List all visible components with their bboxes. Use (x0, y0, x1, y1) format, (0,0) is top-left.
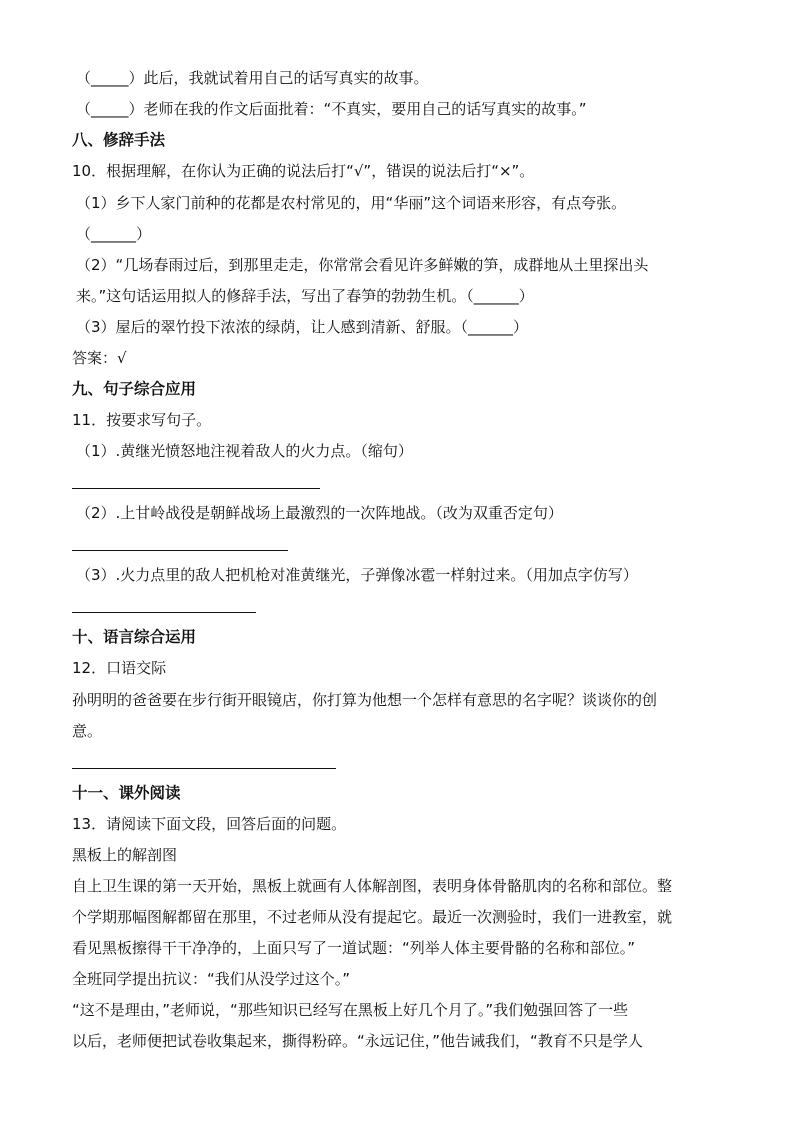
question-11-item-3: （3）.火力点里的敌人把机枪对准黄继光，子弹像冰雹一样射过来。（用加点字仿写） (76, 566, 638, 584)
question-13-stem: 13．请阅读下面文段，回答后面的问题。 (72, 815, 347, 833)
question-10-item-2: （2）“几场春雨过后，到那里走走，你常常会看见许多鲜嫩的笋，成群地从土里探出头 (76, 256, 649, 274)
section-heading-11: 十一、课外阅读 (72, 784, 181, 802)
section-heading-10: 十、语言综合运用 (72, 628, 197, 646)
option-line-1: （_____）此后，我就试着用自己的话写真实的故事。 (76, 69, 429, 87)
option-line-2: （_____）老师在我的作文后面批着：“不真实，要用自己的话写真实的故事。” (76, 100, 587, 118)
passage-line-2: 个学期那幅图解都留在那里，不过老师从没有提起它。最近一次测验时，我们一进教室，就 (72, 908, 673, 926)
answer-rule-1[interactable] (72, 488, 320, 489)
question-10-item-1: （1）乡下人家门前种的花都是农村常见的，用“华丽”这个词语来形容，有点夸张。 (76, 194, 627, 212)
question-12-stem: 12．口语交际 (72, 659, 167, 677)
answer-line: 答案：√ (72, 349, 127, 367)
question-11-item-1: （1）.黄继光愤怒地注视着敌人的火力点。（缩句） (76, 442, 413, 460)
answer-rule-4[interactable] (72, 768, 336, 769)
question-11-item-2: （2）.上甘岭战役是朝鲜战场上最激烈的一次阵地战。（改为双重否定句） (76, 504, 563, 522)
section-heading-8: 八、修辞手法 (72, 131, 166, 149)
passage-line-5: “这不是理由，”老师说，“那些知识已经写在黑板上好几个月了。”我们勉强回答了一些 (72, 1001, 629, 1019)
answer-rule-3[interactable] (72, 612, 256, 613)
answer-rule-2[interactable] (72, 550, 288, 551)
question-12-prompt-cont: 意。 (72, 722, 103, 740)
passage-line-6: 以后，老师便把试卷收集起来，撕得粉碎。“永远记住，”他告诫我们，“教育不只是学人 (72, 1032, 643, 1050)
question-10-item-2-cont: 来。”这句话运用拟人的修辞手法，写出了春笋的勃勃生机。（______） (76, 287, 534, 305)
passage-line-1: 自上卫生课的第一天开始，黑板上就画有人体解剖图，表明身体骨骼肌肉的名称和部位。整 (72, 877, 673, 895)
passage-line-4: 全班同学提出抗议：“我们从没学过这个。” (72, 970, 351, 988)
passage-line-3: 看见黑板擦得干干净净的，上面只写了一道试题：“列举人体主要骨骼的名称和部位。” (72, 939, 636, 957)
question-10-item-3: （3）屋后的翠竹投下浓浓的绿荫，让人感到清新、舒服。（______） (76, 318, 529, 336)
question-11-stem: 11．按要求写句子。 (72, 411, 212, 429)
question-10-stem: 10．根据理解，在你认为正确的说法后打“√”，错误的说法后打“×”。 (72, 162, 535, 180)
section-heading-9: 九、句子综合应用 (72, 380, 197, 398)
question-10-item-1-blank[interactable]: （______） (76, 225, 152, 243)
question-12-prompt: 孙明明的爸爸要在步行街开眼镜店，你打算为他想一个怎样有意思的名字呢？谈谈你的创 (72, 691, 658, 709)
passage-title: 黑板上的解剖图 (72, 846, 178, 864)
